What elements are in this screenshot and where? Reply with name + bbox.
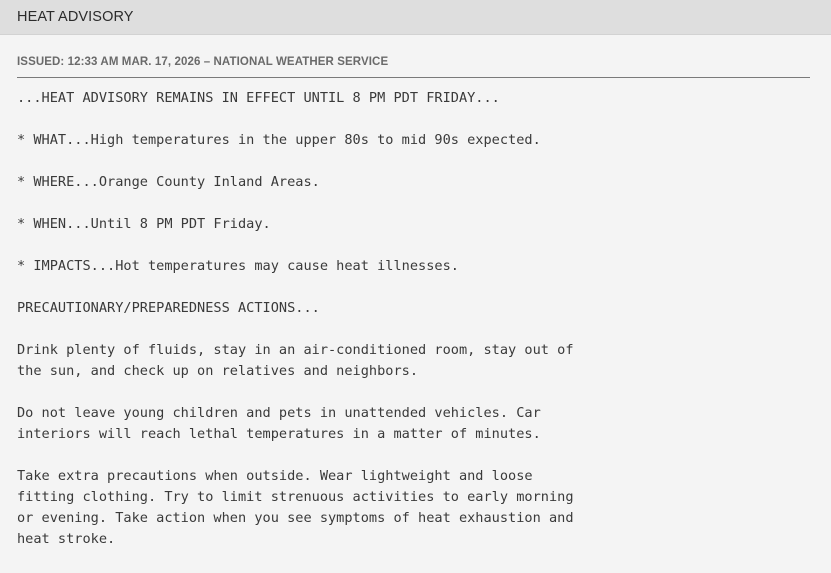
text-line: PRECAUTIONARY/PREPAREDNESS ACTIONS...	[17, 300, 320, 316]
text-line: heat stroke.	[17, 531, 116, 547]
text-line	[17, 382, 810, 403]
text-line: * WHERE...Orange County Inland Areas.	[17, 174, 320, 190]
text-line: Drink plenty of fluids, stay in an air-conditioned room, stay out of	[17, 342, 574, 358]
panel-header	[0, 0, 831, 35]
text-line: fitting clothing. Try to limit strenuous activities to early morning	[17, 489, 574, 505]
advisory-content	[0, 35, 831, 550]
text-line	[17, 151, 810, 172]
text-line: Do not leave young children and pets in unattended vehicles. Car	[17, 405, 541, 421]
text-line: or evening. Take action when you see symptoms of heat exhaustion and	[17, 510, 574, 526]
text-line	[17, 235, 810, 256]
text-line	[17, 277, 810, 298]
text-line: * WHEN...Until 8 PM PDT Friday.	[17, 216, 271, 232]
text-line	[17, 193, 810, 214]
text-line: the sun, and check up on relatives and neighbors.	[17, 363, 419, 379]
text-line: interiors will reach lethal temperatures in a matter of minutes.	[17, 426, 541, 442]
text-line: ...HEAT ADVISORY REMAINS IN EFFECT UNTIL 8 PM PDT FRIDAY...	[17, 90, 500, 106]
advisory-text	[17, 78, 810, 550]
text-line: * WHAT...High temperatures in the upper 80s to mid 90s expected.	[17, 132, 541, 148]
text-line	[17, 445, 810, 466]
text-line: Take extra precautions when outside. Wear lightweight and loose	[17, 468, 533, 484]
text-line: * IMPACTS...Hot temperatures may cause heat illnesses.	[17, 258, 459, 274]
issued-line: ISSUED: 12:33 AM MAR. 17, 2026 – NATIONAL WEATHER SERVICE	[17, 35, 810, 78]
text-line	[17, 109, 810, 130]
panel-title: HEAT ADVISORY	[17, 9, 134, 25]
text-line	[17, 319, 810, 340]
